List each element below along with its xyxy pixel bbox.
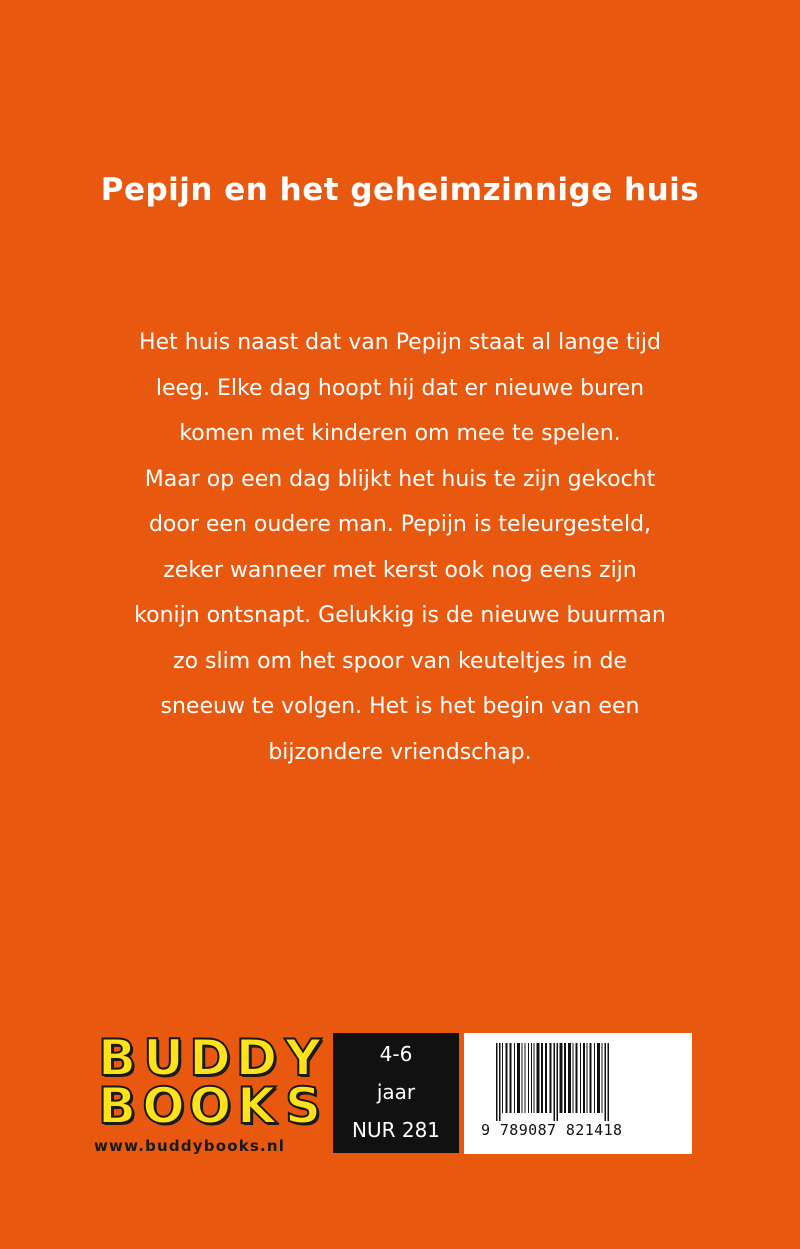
logo-letter: S: [284, 1077, 321, 1135]
barcode-bar: [576, 1043, 578, 1113]
nur-code: NUR 281: [351, 1118, 441, 1142]
barcode-bar: [568, 1043, 571, 1113]
logo-letter: D: [235, 1029, 278, 1087]
blurb-line: leeg. Elke dag hoopt hij dat er nieuwe buren: [155, 375, 645, 401]
logo-letter: D: [189, 1029, 231, 1087]
logo-letter: B: [97, 1077, 137, 1135]
barcode-bar: [522, 1043, 523, 1113]
barcode-bar: [534, 1043, 535, 1113]
barcode-bar: [560, 1043, 563, 1113]
barcode-bar: [537, 1043, 540, 1113]
logo-letter: O: [188, 1077, 232, 1135]
barcode-icon: [494, 1043, 684, 1121]
blurb-line: zo slim om het spoor van keuteltjes in de: [173, 648, 627, 674]
logo-letter: O: [142, 1077, 185, 1135]
barcode-bar: [545, 1043, 547, 1113]
barcode-bar: [514, 1043, 515, 1113]
barcode-bar: [564, 1043, 566, 1113]
barcode-bar: [541, 1043, 543, 1113]
logo-word-buddy: [94, 1029, 326, 1087]
logo-letter: U: [143, 1029, 184, 1087]
barcode-bar: [583, 1043, 585, 1113]
barcode-bar: [506, 1043, 508, 1113]
barcode-bar: [531, 1043, 532, 1113]
blurb-line: zeker wanneer met kerst ook nog eens zijn: [163, 557, 637, 583]
logo-letter: Y: [284, 1029, 322, 1087]
barcode-bar: [587, 1043, 588, 1113]
barcode-bar: [525, 1043, 526, 1113]
barcode-bar: [594, 1043, 595, 1113]
publisher-url: www.buddybooks.nl: [94, 1137, 286, 1155]
blurb-line: Het huis naast dat van Pepijn staat al lange tijd: [139, 330, 661, 355]
barcode-bar: [590, 1043, 592, 1113]
book-title: Pepijn en het geheimzinnige huis: [100, 172, 700, 208]
barcode-bar: [499, 1043, 501, 1121]
logo-letter: K: [237, 1077, 276, 1135]
isbn-number: 9 789087 821418: [481, 1121, 623, 1139]
blurb-line: konijn ontsnapt. Gelukkig is de nieuwe buurman: [134, 603, 666, 628]
barcode-bar: [580, 1043, 581, 1113]
age-unit: jaar: [376, 1080, 416, 1104]
barcode-bar: [602, 1043, 603, 1113]
book-blurb: [100, 320, 700, 775]
barcode-bar: [517, 1043, 520, 1113]
barcode-bar: [502, 1043, 503, 1113]
barcode-bar: [550, 1043, 552, 1113]
logo-word-books: [94, 1077, 326, 1135]
blurb-line: door een oudere man. Pepijn is teleurgesteld,: [148, 512, 652, 537]
barcode-bar: [605, 1043, 607, 1121]
blurb-line: bijzondere vriendschap.: [268, 739, 532, 765]
barcode-bar: [597, 1043, 600, 1113]
barcode-bar: [554, 1043, 556, 1121]
logo-letter: B: [97, 1029, 137, 1087]
barcode-bar: [528, 1043, 529, 1113]
age-info-box: [333, 1033, 459, 1153]
barcode-bar: [510, 1043, 512, 1113]
barcode-bar: [496, 1043, 498, 1121]
isbn-barcode: [464, 1033, 692, 1154]
blurb-line: komen met kinderen om mee te spelen.: [179, 421, 621, 446]
age-range: 4-6: [379, 1042, 413, 1066]
blurb-line: sneeuw te volgen. Het is het begin van een: [160, 694, 640, 719]
barcode-bar: [557, 1043, 559, 1121]
barcode-bar: [608, 1043, 610, 1121]
blurb-line: Maar op een dag blijkt het huis te zijn gekocht: [144, 466, 656, 492]
barcode-bar: [573, 1043, 574, 1113]
buddy-books-logo: [94, 1029, 326, 1164]
